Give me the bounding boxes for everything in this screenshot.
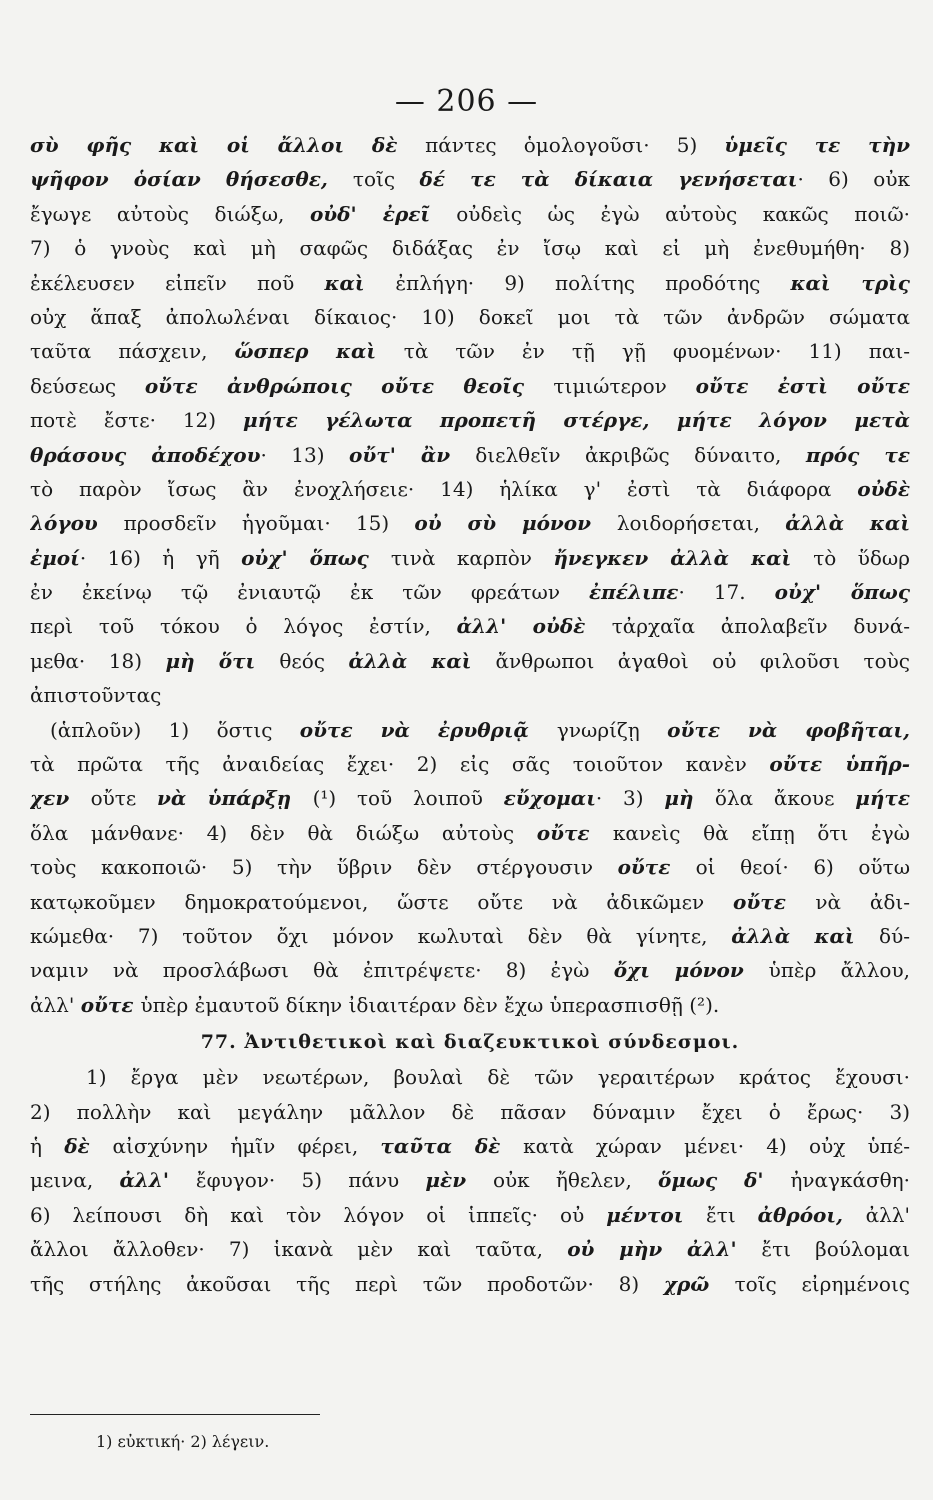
text-line xyxy=(30,1163,910,1197)
text-line xyxy=(30,713,910,747)
emphasis-text: οὔτε xyxy=(733,889,816,914)
plain-text: τιμιώτερον xyxy=(553,373,696,398)
emphasis-text: ἤνεγκεν ἀλλὰ καὶ xyxy=(553,545,814,570)
text-line xyxy=(30,162,910,196)
emphasis-text: οὔτε νὰ φοβῆται, xyxy=(667,717,910,742)
emphasis-text: πρός τε xyxy=(805,442,910,467)
text-line xyxy=(30,747,910,781)
emphasis-text: ἐπέλιπε xyxy=(589,580,679,605)
plain-text: ναμιν νὰ προσλάβωσι θὰ ἐπιτρέψετε· 8) ἐγὼ xyxy=(30,958,614,983)
emphasis-text: ψῆφον ὁσίαν θήσεσθε, xyxy=(30,167,353,192)
emphasis-text: οὔτε xyxy=(80,992,141,1017)
emphasis-text: θράσους ἀποδέχου xyxy=(30,442,261,467)
emphasis-text: οὐ μὴν ἀλλ' xyxy=(567,1237,762,1262)
plain-text: · 3) xyxy=(595,786,665,811)
text-line xyxy=(30,678,910,712)
emphasis-text: ὄχι μόνον xyxy=(613,958,769,983)
emphasis-text: καὶ τρὶς xyxy=(790,270,910,295)
plain-text: ἐκέλευσεν εἰπεῖν ποῦ xyxy=(30,270,325,295)
emphasis-text: ἀλλ' xyxy=(119,1168,196,1193)
plain-text: ἄλλοι ἄλλοθεν· 7) ἱκανὰ μὲν καὶ ταῦτα, xyxy=(30,1237,568,1262)
text-line xyxy=(30,197,910,231)
plain-text: ὑπὲρ ἐμαυτοῦ δίκην ἰδιαιτέραν δὲν ἔχω ὑπερασπισθῇ (²). xyxy=(140,992,720,1017)
plain-text: κανεὶς θὰ εἴπῃ ὅτι ἐγὼ xyxy=(612,820,910,845)
plain-text: τὸ ὕδωρ xyxy=(813,545,910,570)
plain-text: προσδεῖν ἡγοῦμαι· 15) xyxy=(123,511,415,536)
emphasis-text: χεν xyxy=(30,786,91,811)
plain-text: ἔφυγον· 5) πάνυ xyxy=(195,1168,426,1193)
plain-text: γνωρίζῃ xyxy=(556,717,668,742)
plain-text: 6) λείπουσι δὴ καὶ τὸν λόγον οἱ ἱππεῖς· οὐ xyxy=(30,1202,607,1227)
plain-text: · 17. xyxy=(678,580,775,605)
plain-text: δεύσεως xyxy=(30,373,145,398)
emphasis-text: οὔτε ἀνθρώποις οὔτε θεοῖς xyxy=(144,373,554,398)
plain-text: ἄνθρωποι ἀγαθοὶ οὐ φιλοῦσι τοὺς xyxy=(495,648,910,673)
plain-text: οὐδεὶς ὡς ἐγὼ αὐτοὺς κακῶς ποιῶ· xyxy=(456,201,910,226)
emphasis-text: ἀλλὰ καὶ xyxy=(731,923,880,948)
text-line xyxy=(30,1129,910,1163)
section-heading xyxy=(30,1022,910,1060)
emphasis-text: ὥσπερ καὶ xyxy=(234,339,404,364)
plain-text: 7) ὁ γνοὺς καὶ μὴ σαφῶς διδάξας ἐν ἴσῳ καὶ εἰ μὴ ἐνεθυμήθη· 8) xyxy=(30,236,910,261)
emphasis-text: οὔτε xyxy=(617,855,696,880)
text-line xyxy=(30,781,910,815)
plain-text: ἔτι xyxy=(706,1202,758,1227)
plain-text: αἰσχύνην ἡμῖν φέρει, xyxy=(112,1133,381,1158)
emphasis-text: ἀλλὰ καὶ xyxy=(348,648,496,673)
plain-text: οὔτε xyxy=(90,786,157,811)
emphasis-text: οὔτε ὑπῆρ- xyxy=(769,752,910,777)
emphasis-text: σὺ φῆς καὶ οἱ ἄλλοι δὲ xyxy=(30,133,426,157)
page-number: — 206 — xyxy=(394,84,539,119)
plain-text: κατῳκοῦμεν δημοκρατούμενοι, ὥστε οὔτε νὰ ἀδικῶμεν xyxy=(30,889,734,914)
plain-text: 1) ἔργα μὲν νεωτέρων, βουλαὶ δὲ τῶν γεραιτέρων κράτος ἔχουσι· xyxy=(86,1065,910,1090)
plain-text: οὐχ ἅπαξ ἀπολωλέναι δίκαιος· 10) δοκεῖ μοι τὰ τῶν ἀνδρῶν σώματα xyxy=(30,304,910,329)
plain-text: ἐν ἐκείνῳ τῷ ἐνιαυτῷ ἐκ τῶν φρεάτων xyxy=(30,580,589,605)
plain-text: οὐκ ἤθελεν, xyxy=(492,1168,659,1193)
plain-text: τὸ παρὸν ἴσως ἂν ἐνοχλήσειε· 14) ἡλίκα γ' ἐστὶ τὰ διάφορα xyxy=(30,476,858,501)
text-line xyxy=(30,369,910,403)
text-line xyxy=(30,1060,910,1094)
plain-text: τἀρχαῖα ἀπολαβεῖν δυνά- xyxy=(611,614,910,639)
text-line xyxy=(30,334,910,368)
emphasis-text: λόγου xyxy=(30,511,124,536)
plain-text: κώμεθα· 7) τοῦτον ὄχι μόνον κωλυταὶ δὲν θὰ γίνητε, xyxy=(30,923,732,948)
plain-text: λοιδορήσεται, xyxy=(616,511,786,536)
plain-text: ὑπὲρ ἄλλου, xyxy=(768,958,910,983)
emphasis-text: μὲν xyxy=(425,1168,493,1193)
plain-text: ἐπλήγη· 9) πολίτης προδότης xyxy=(395,270,791,295)
plain-text: ἀλλ' xyxy=(865,1202,910,1227)
plain-text: διελθεῖν ἀκριβῶς δύναιτο, xyxy=(475,442,806,467)
emphasis-text: δὲ xyxy=(64,1133,113,1158)
plain-text: ὅλα ἄκουε xyxy=(714,786,856,811)
text-line xyxy=(30,816,910,850)
emphasis-text: ἀθρόοι, xyxy=(757,1202,866,1227)
text-line xyxy=(30,988,910,1022)
text-line xyxy=(30,575,910,609)
plain-text: τοὺς κακοποιῶ· 5) τὴν ὕβριν δὲν στέργουσιν xyxy=(30,855,618,880)
footnote-rule xyxy=(30,1414,320,1415)
text-line xyxy=(30,953,910,987)
plain-text: νὰ ἀδι- xyxy=(815,889,910,914)
plain-text: ἔτι βούλομαι xyxy=(761,1237,910,1262)
emphasis-text: ὅμως δ' xyxy=(658,1168,791,1193)
footnote: 1) εὐκτική· 2) λέγειν. xyxy=(96,1432,270,1451)
text-line xyxy=(30,1267,910,1301)
emphasis-text: ἀλλ' οὐδὲ xyxy=(456,614,612,639)
plain-text: ἀλλ' xyxy=(30,992,81,1017)
emphasis-text: καὶ xyxy=(324,270,396,295)
emphasis-text: οὐχ' ὅπως xyxy=(774,580,910,605)
plain-text: · 16) ἡ γῆ xyxy=(79,545,242,570)
text-line xyxy=(30,850,910,884)
emphasis-text: μέντοι xyxy=(606,1202,707,1227)
plain-text: 2) πολλὴν καὶ μεγάλην μᾶλλον δὲ πᾶσαν δύναμιν ἔχει ὁ ἔρως· 3) xyxy=(30,1099,910,1124)
text-line xyxy=(30,1198,910,1232)
text-line xyxy=(30,506,910,540)
plain-text: τῆς στήλης ἀκοῦσαι τῆς περὶ τῶν προδοτῶν· 8) xyxy=(30,1271,664,1296)
text-line xyxy=(30,472,910,506)
text-line xyxy=(30,128,910,162)
emphasis-text: οὐδὲ xyxy=(857,476,910,501)
plain-text: κατὰ χώραν μένει· 4) οὐχ ὑπέ- xyxy=(523,1133,910,1158)
emphasis-text: οὔτε νὰ ἐρυθριᾷ xyxy=(299,717,557,742)
emphasis-text: οὔτε ἐστὶ οὔτε xyxy=(695,373,910,398)
text-line xyxy=(30,1232,910,1266)
emphasis-text: μήτε γέλωτα προπετῆ στέργε, μήτε λόγον μετὰ xyxy=(242,408,910,433)
plain-text: ἡ xyxy=(30,1133,65,1158)
text-line xyxy=(30,919,910,953)
emphasis-text: εὔχομαι xyxy=(503,786,596,811)
plain-text: τὰ τῶν ἐν τῇ γῇ φυομένων· 11) παι- xyxy=(403,339,910,364)
plain-text: τοῖς εἰρημένοις xyxy=(734,1271,910,1296)
emphasis-text: ὑμεῖς τε τὴν xyxy=(724,133,910,157)
emphasis-text: οὐδ' ἐρεῖ xyxy=(309,201,457,226)
plain-text: τοῖς xyxy=(352,167,420,192)
plain-text: 77. Ἀντιθετικοὶ καὶ διαζευκτικοὶ σύνδεσμοι. xyxy=(200,1031,740,1054)
emphasis-text: μήτε xyxy=(855,786,910,811)
text-line xyxy=(30,403,910,437)
emphasis-text: οὔτ' ἂν xyxy=(349,442,476,467)
plain-text: ἔγωγε αὐτοὺς διώξω, xyxy=(30,201,310,226)
text-line xyxy=(30,541,910,575)
plain-text: τινὰ καρπὸν xyxy=(390,545,554,570)
emphasis-text: χρῶ xyxy=(663,1271,735,1296)
plain-text: δύ- xyxy=(879,923,910,948)
text-line xyxy=(30,231,910,265)
plain-text: περὶ τοῦ τόκου ὁ λόγος ἐστίν, xyxy=(30,614,457,639)
emphasis-text: ἀλλὰ καὶ xyxy=(785,511,910,536)
body-text xyxy=(30,128,910,1301)
emphasis-text: οὔτε xyxy=(536,820,613,845)
plain-text: οἱ θεοί· 6) οὕτω xyxy=(695,855,910,880)
emphasis-text: ἐμοί xyxy=(30,545,80,570)
plain-text: μεινα, xyxy=(30,1168,120,1193)
text-line xyxy=(30,609,910,643)
emphasis-text: ταῦτα δὲ xyxy=(380,1133,524,1158)
text-line xyxy=(30,300,910,334)
plain-text: · 13) xyxy=(260,442,350,467)
plain-text: μεθα· 18) xyxy=(30,648,166,673)
text-line xyxy=(30,438,910,472)
emphasis-text: δέ τε τὰ δίκαια γενήσεται xyxy=(419,167,798,192)
text-line xyxy=(30,885,910,919)
emphasis-text: μὴ ὅτι xyxy=(165,648,280,673)
plain-text: (¹) τοῦ λοιποῦ xyxy=(312,786,504,811)
text-line xyxy=(30,1095,910,1129)
plain-text: ποτὲ ἔστε· 12) xyxy=(30,408,243,433)
plain-text: · 6) οὐκ xyxy=(797,167,910,192)
plain-text: ὅλα μάνθανε· 4) δὲν θὰ διώξω αὐτοὺς xyxy=(30,820,537,845)
text-line xyxy=(30,266,910,300)
plain-text: (ἁπλοῦν) 1) ὅστις xyxy=(50,717,300,742)
emphasis-text: οὐχ' ὅπως xyxy=(241,545,391,570)
plain-text: τὰ πρῶτα τῆς ἀναιδείας ἔχει· 2) εἰς σᾶς τοιοῦτον κανὲν xyxy=(30,752,770,777)
emphasis-text: νὰ ὑπάρξῃ xyxy=(156,786,313,811)
plain-text: πάντες ὁμολογοῦσι· 5) xyxy=(425,133,725,157)
plain-text: ἠναγκάσθη· xyxy=(790,1168,910,1193)
plain-text: θεός xyxy=(279,648,349,673)
plain-text: ἀπιστοῦντας xyxy=(30,683,162,708)
plain-text: ταῦτα πάσχειν, xyxy=(30,339,235,364)
emphasis-text: μὴ xyxy=(664,786,715,811)
emphasis-text: οὐ σὺ μόνον xyxy=(414,511,617,536)
text-line xyxy=(30,644,910,678)
